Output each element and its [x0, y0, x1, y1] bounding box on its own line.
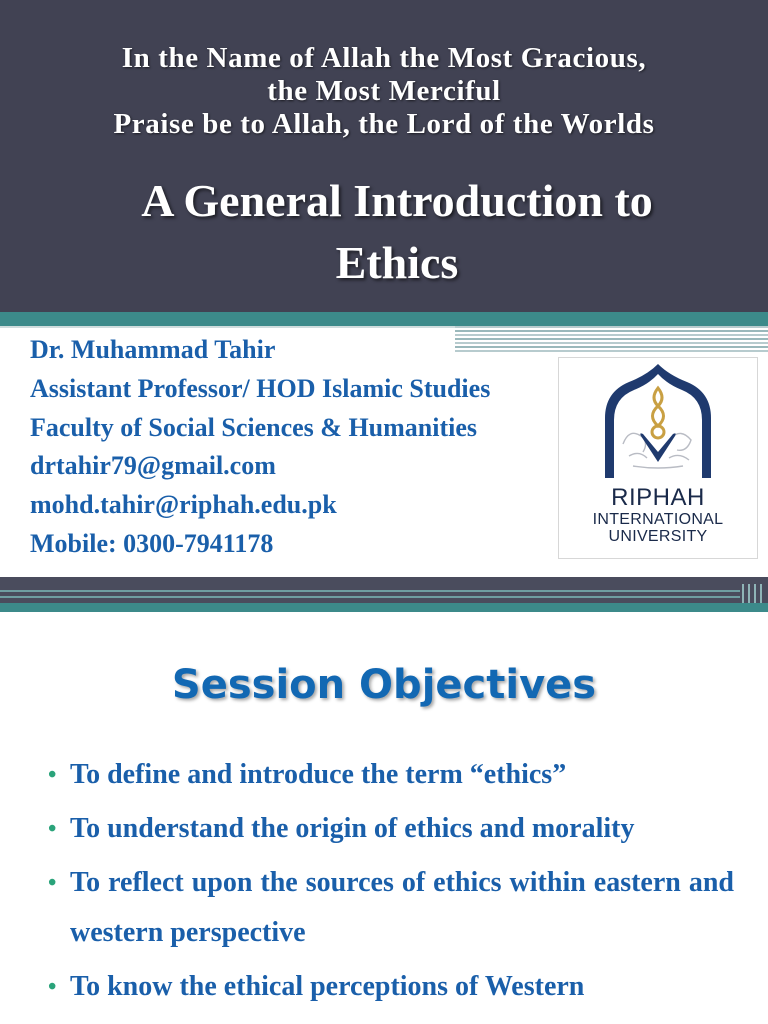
- presenter-name: Dr. Muhammad Tahir: [30, 335, 276, 364]
- accent-strip: [0, 603, 768, 612]
- list-item: [48, 858, 734, 958]
- list-item: [48, 750, 734, 800]
- slide-title: Session Objectives: [171, 662, 597, 708]
- presenter-info: [30, 331, 490, 564]
- blessing-text: [0, 42, 768, 141]
- header-band: [0, 0, 768, 312]
- presenter-email: mohd.tahir@riphah.edu.pk: [30, 490, 337, 520]
- title-line: A General Introduction to: [141, 175, 653, 226]
- blessing-line: In the Name of Allah the Most Gracious,: [121, 42, 647, 74]
- presenter-position: Assistant Professor/ HOD Islamic Studies: [30, 373, 491, 403]
- presenter-mobile: Mobile: 0300-7941178: [30, 528, 274, 558]
- logo-subline: INTERNATIONAL: [592, 511, 724, 528]
- bullet-icon: •: [48, 974, 57, 1000]
- decorative-lines: [0, 584, 768, 603]
- blessing-line: Praise be to Allah, the Lord of the Worlds: [113, 108, 655, 140]
- list-item: [48, 962, 734, 1012]
- list-item-text: To know the ethical perceptions of Western: [70, 971, 585, 1002]
- university-logo: [558, 357, 758, 559]
- divider-line: [0, 326, 455, 328]
- university-crest-icon: [559, 358, 757, 488]
- decorative-lines: [455, 326, 768, 354]
- presenter-faculty: Faculty of Social Sciences & Humanities: [30, 412, 478, 442]
- list-item-text: To understand the origin of ethics and morality: [70, 813, 635, 844]
- presentation-title: [0, 170, 768, 294]
- objectives-slide: [0, 612, 768, 1024]
- bullet-icon: •: [48, 870, 57, 896]
- logo-name: RIPHAH: [611, 484, 705, 511]
- bullet-icon: •: [48, 816, 57, 842]
- list-item: [48, 804, 734, 854]
- list-item-text: To define and introduce the term “ethics”: [70, 759, 567, 790]
- objectives-list: [48, 750, 734, 1016]
- accent-strip: [0, 312, 768, 326]
- title-line: Ethics: [335, 237, 459, 288]
- presenter-email: drtahir79@gmail.com: [30, 451, 276, 481]
- bullet-icon: •: [48, 762, 57, 788]
- logo-subline: UNIVERSITY: [608, 528, 708, 545]
- blessing-line: the Most Merciful: [267, 75, 501, 107]
- list-item-text: To reflect upon the sources of ethics within eastern and western perspective: [70, 867, 734, 948]
